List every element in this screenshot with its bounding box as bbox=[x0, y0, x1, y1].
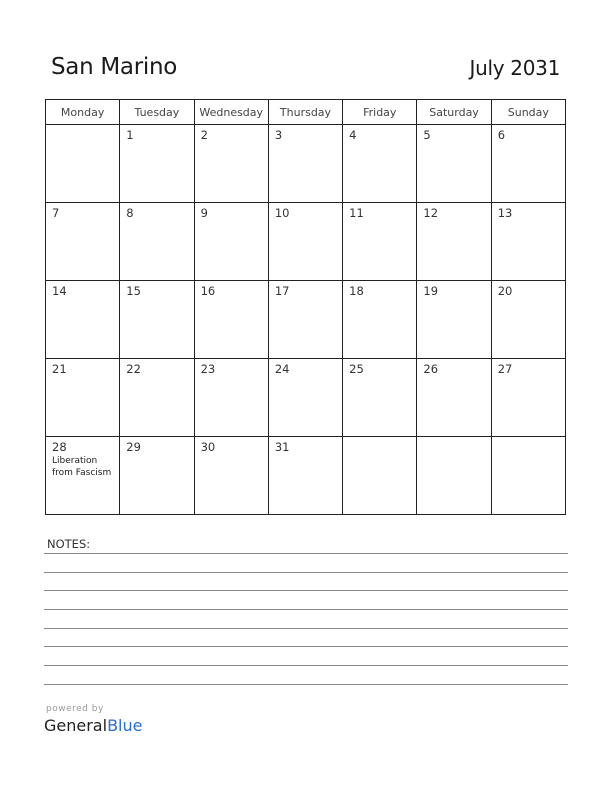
notes-label: NOTES: bbox=[47, 537, 91, 551]
day-cell bbox=[417, 125, 491, 203]
brand-logo-blue: Blue bbox=[107, 716, 143, 735]
day-cell bbox=[194, 203, 268, 281]
day-number: 15 bbox=[126, 284, 141, 298]
day-cell bbox=[417, 281, 491, 359]
day-cell bbox=[268, 281, 342, 359]
day-cell bbox=[343, 359, 417, 437]
day-number: 1 bbox=[126, 128, 134, 142]
day-cell bbox=[194, 281, 268, 359]
brand-logo bbox=[44, 716, 142, 735]
calendar-grid bbox=[45, 99, 566, 515]
day-number: 10 bbox=[274, 206, 290, 220]
day-cell bbox=[343, 125, 417, 203]
week-row bbox=[46, 125, 566, 203]
calendar-country-title: San Marino bbox=[51, 54, 178, 80]
day-number: 17 bbox=[274, 284, 290, 298]
day-cell bbox=[343, 203, 417, 281]
day-number: 14 bbox=[52, 284, 67, 298]
day-cell bbox=[491, 281, 565, 359]
day-number: 3 bbox=[274, 128, 283, 142]
weekday-header: Sunday bbox=[491, 100, 565, 125]
day-number: 7 bbox=[52, 206, 60, 220]
day-cell bbox=[343, 437, 417, 515]
day-number: 27 bbox=[497, 362, 513, 376]
day-cell bbox=[120, 203, 194, 281]
day-cell bbox=[46, 203, 120, 281]
weekday-header: Thursday bbox=[268, 100, 342, 125]
day-cell bbox=[268, 125, 342, 203]
weekday-header: Saturday bbox=[417, 100, 491, 125]
day-number: 11 bbox=[349, 206, 364, 220]
day-number: 31 bbox=[274, 440, 290, 454]
day-cell bbox=[46, 359, 120, 437]
day-number: 2 bbox=[200, 128, 208, 142]
day-number: 21 bbox=[52, 362, 67, 376]
day-number: 16 bbox=[200, 284, 216, 298]
day-cell bbox=[417, 359, 491, 437]
day-cell bbox=[417, 203, 491, 281]
day-cell bbox=[194, 359, 268, 437]
day-cell bbox=[491, 125, 565, 203]
weekday-header-row bbox=[46, 100, 566, 125]
day-cell bbox=[46, 281, 120, 359]
day-number: 9 bbox=[200, 206, 208, 220]
day-cell bbox=[491, 359, 565, 437]
weekday-header: Friday bbox=[343, 100, 417, 125]
day-cell bbox=[120, 359, 194, 437]
calendar-month-title: July 2031 bbox=[469, 56, 560, 80]
day-cell bbox=[194, 437, 268, 515]
brand-logo-general: General bbox=[44, 716, 108, 735]
day-number: 30 bbox=[200, 440, 216, 454]
day-number: 12 bbox=[423, 206, 439, 220]
day-cell bbox=[120, 437, 194, 515]
day-number: 24 bbox=[274, 362, 290, 376]
note-line bbox=[44, 628, 568, 629]
note-line bbox=[44, 553, 568, 554]
day-cell bbox=[491, 203, 565, 281]
day-number: 28 bbox=[52, 440, 67, 454]
weekday-header: Wednesday bbox=[194, 100, 268, 125]
holiday-label: Liberation from Fascism bbox=[52, 456, 112, 478]
powered-by-text: powered by bbox=[46, 704, 104, 714]
day-number: 13 bbox=[497, 206, 513, 220]
day-number: 29 bbox=[126, 440, 141, 454]
day-cell bbox=[46, 437, 120, 515]
day-number: 23 bbox=[200, 362, 216, 376]
day-cell bbox=[343, 281, 417, 359]
week-row bbox=[46, 203, 566, 281]
day-cell bbox=[194, 125, 268, 203]
day-cell bbox=[268, 203, 342, 281]
day-number: 5 bbox=[423, 128, 431, 142]
note-line bbox=[44, 572, 568, 573]
day-number: 4 bbox=[349, 128, 357, 142]
day-number: 22 bbox=[126, 362, 141, 376]
day-cell bbox=[46, 125, 120, 203]
day-number: 25 bbox=[349, 362, 364, 376]
day-number bbox=[46, 125, 119, 128]
week-row bbox=[46, 281, 566, 359]
day-number bbox=[343, 437, 416, 440]
day-number bbox=[417, 437, 490, 440]
week-row bbox=[46, 437, 566, 515]
day-number: 20 bbox=[497, 284, 513, 298]
day-cell bbox=[417, 437, 491, 515]
day-cell bbox=[120, 125, 194, 203]
weekday-header: Monday bbox=[46, 100, 120, 125]
day-number: 19 bbox=[423, 284, 439, 298]
note-line bbox=[44, 590, 568, 591]
note-line bbox=[44, 646, 568, 647]
day-number bbox=[492, 437, 565, 440]
weekday-header: Tuesday bbox=[120, 100, 194, 125]
day-cell bbox=[491, 437, 565, 515]
day-number: 8 bbox=[126, 206, 134, 220]
day-cell bbox=[268, 437, 342, 515]
day-number: 6 bbox=[497, 128, 506, 142]
day-cell bbox=[120, 281, 194, 359]
note-line bbox=[44, 684, 568, 685]
day-cell bbox=[268, 359, 342, 437]
week-row bbox=[46, 359, 566, 437]
note-line bbox=[44, 609, 568, 610]
day-number: 26 bbox=[423, 362, 439, 376]
day-number: 18 bbox=[349, 284, 364, 298]
note-line bbox=[44, 665, 568, 666]
